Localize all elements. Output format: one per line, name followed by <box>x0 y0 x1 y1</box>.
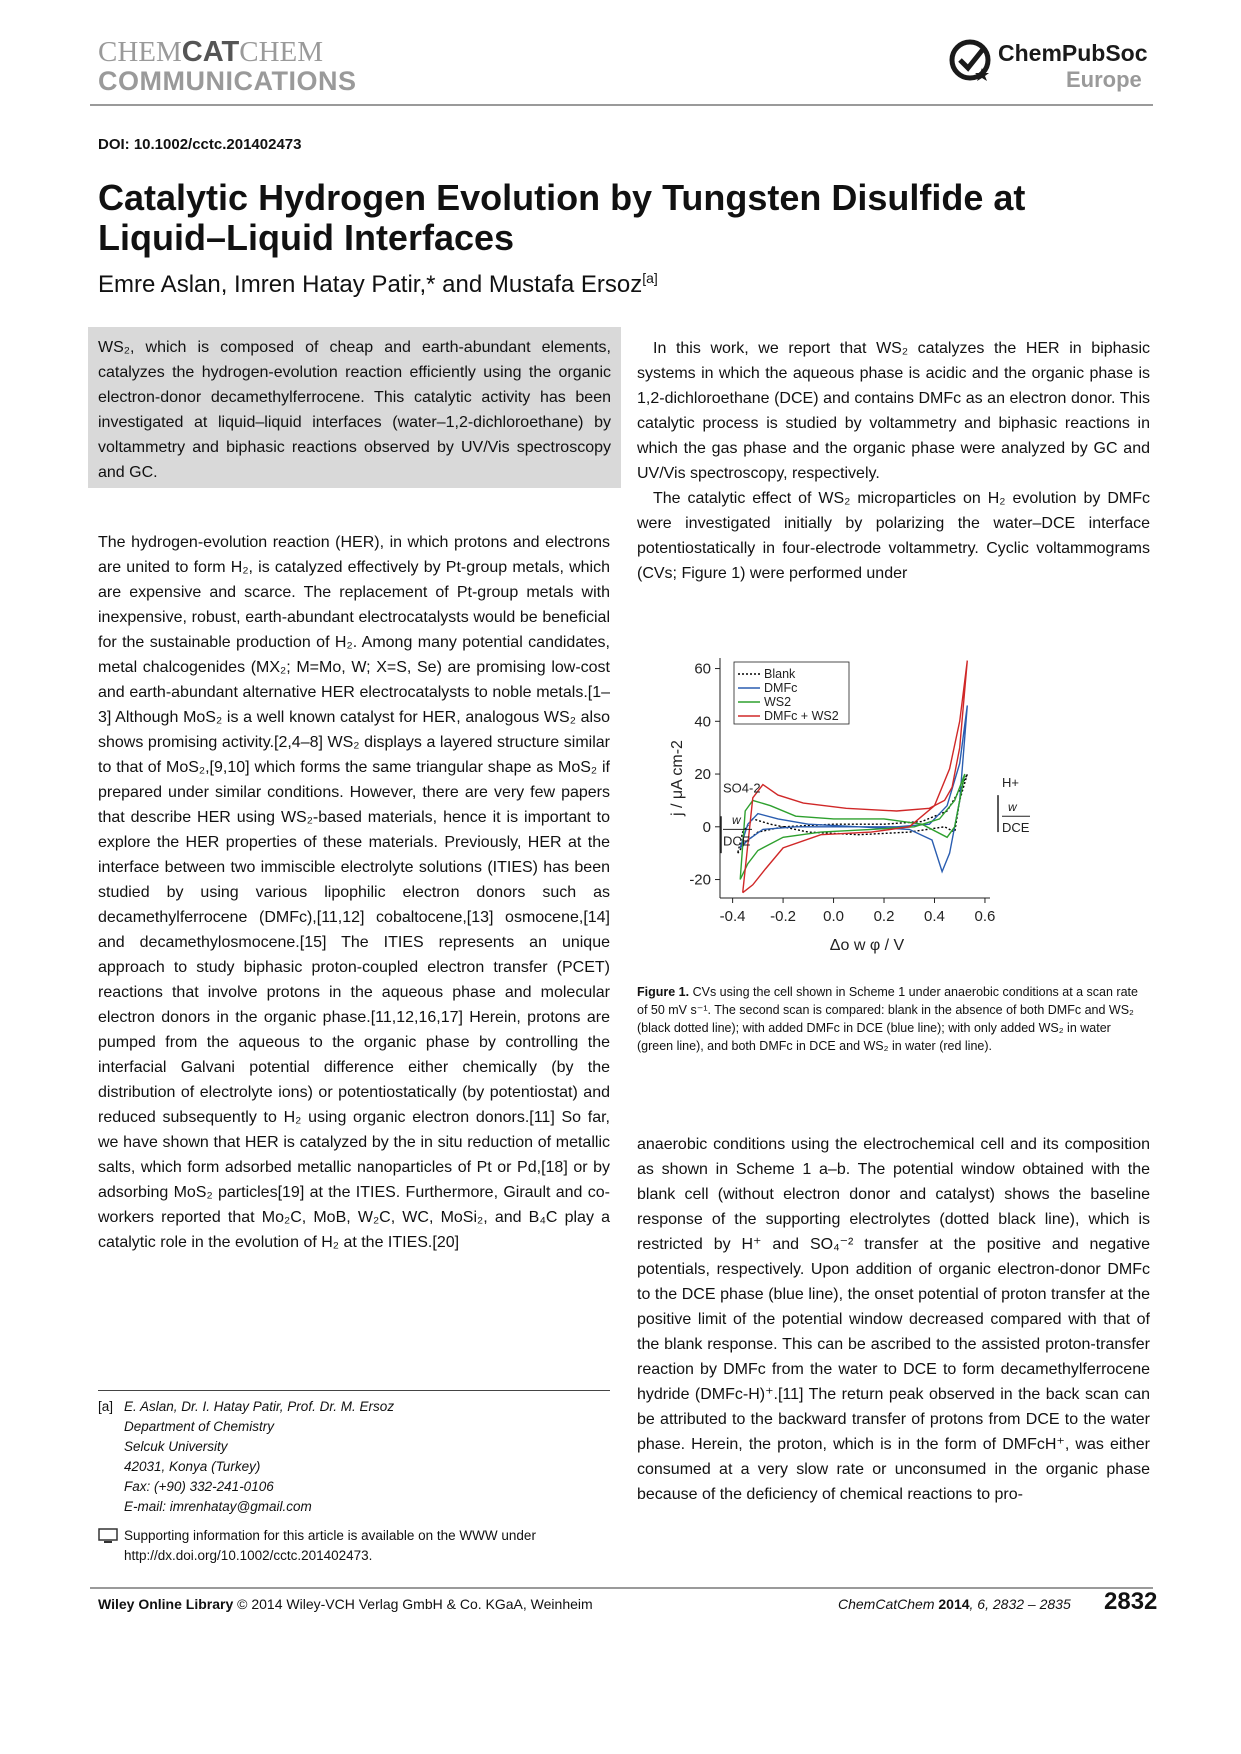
x-tick-label: 0.6 <box>974 908 996 925</box>
footnote-line: Selcuk University <box>124 1439 228 1454</box>
footnote-line: 42031, Konya (Turkey) <box>124 1459 261 1474</box>
support-text-line: Supporting information for this article is available on the WWW under <box>124 1528 536 1543</box>
footnote-line: Fax: (+90) 332-241-0106 <box>124 1479 274 1494</box>
x-tick-label: 0.0 <box>823 908 844 925</box>
legend-label: DMFc + WS2 <box>764 709 839 723</box>
intro-paragraph: The hydrogen-evolution reaction (HER), in which protons and electrons are united to form H₂, is catalyzed effectively by Pt-group metals, which are expensive and scarce. The replacement of Pt-group metals with inexpensive, robust, earth-abundant electrocatalysts would be beneficial for the sustainable production of H₂. Among many potential candidates, metal chalcogenides (MX₂; M=Mo, W; X=S, Se) are promising low-cost and earth-abundant alternative HER electrocatalysts to noble metals.[1–3] Although MoS₂ is a well known catalyst for HER, analogous WS₂ also shows promising activity.[2,4–8] WS₂ displays a layered structure similar to that of MoS₂,[9,10] which forms the same triangular shape as MoS₂ if prepared under similar conditions. However, there are very few papers that describe HER using WS₂-based materials, hence it is important to explore the HER properties of these materials. Previously, HER at the interface between two immiscible electrolyte solutions (ITIES) has been studied by using various lipophilic electron donors such as decamethylferrocene (DMFc),[11,12] cobaltocene,[13] osmocene,[14] and decamethylosmocene.[15] The ITIES represents an unique approach to study biphasic proton-coupled electron transfer (PCET) reactions that involve protons in the aqueous phase and molecular electron donors in the organic phase.[11,12,16,17] Herein, protons are pumped from the aqueous to the organic phase by controlling the interfacial Galvani potential difference either chemically (by the distribution of electrolyte ions) or potentiostatically (by potentiostat) and reduced subsequently to H₂ using organic electron donors.[11] So far, we have shown that HER is catalyzed by the in situ reduction of metallic salts, which form adsorbed metallic nanoparticles of Pt or Pd,[18] or by adsorbing MoS₂ particles[19] at the ITIES. Furthermore, Girault and co-workers reported that Mo₂C, MoB, W₂C, WC, MoSi₂, and B₄C play a catalytic role in the evolution of H₂ at the ITIES.[20] <box>98 534 610 1251</box>
wiley-online-library-link[interactable]: Wiley Online Library <box>98 1596 234 1612</box>
figure-1-caption <box>637 983 1150 1055</box>
article-title: Catalytic Hydrogen Evolution by Tungsten Disulfide at Liquid–Liquid Interfaces <box>98 177 1026 258</box>
footer-citation: ChemCatChem 2014, 6, 2832 – 2835 <box>838 1596 1071 1612</box>
footer-rule <box>90 1587 1153 1589</box>
footnote-line: E. Aslan, Dr. I. Hatay Patir, Prof. Dr. M. Ersoz <box>124 1399 395 1414</box>
y-tick-label: -20 <box>689 871 711 889</box>
right-column-top <box>637 336 1150 586</box>
paragraph-catalytic-effect: The catalytic effect of WS₂ microparticles on H₂ evolution by DMFc were investigated initially by polarizing the water–DCE interface potentiostatically in four-electrode voltammetry. Cyclic voltammograms (CVs; Figure 1) were performed under <box>637 490 1150 582</box>
figure-1-chart <box>660 648 1135 968</box>
paragraph-anaerobic: anaerobic conditions using the electrochemical cell and its composition as shown in Scheme 1 a–b. The potential window obtained with the blank cell (without electron donor and catalyst) shows the baseline response of the supporting electrolytes (dotted black line), which is restricted by H⁺ and SO₄⁻² transfer at the positive and negative potentials, respectively. Upon addition of organic electron-donor DMFc to the DCE phase (blue line), the onset potential of proton transfer at the positive limit of the potential window decreased compared with that of the blank response. This can be ascribed to the assisted proton-transfer reaction by DMFc from the water to DCE to form decamethylferrocene hydride (DMFc-H)⁺.[11] The return peak observed in the back scan can be attributed to the backward transfer of protons from DCE to the water phase. Herein, the proton, which is in the form of DMFcH⁺, was either consumed at a very slow rate or unconsumed in the organic phase because of the deficiency of chemical reactions to pro- <box>637 1136 1150 1503</box>
x-axis-label: Δo w φ / V <box>829 937 905 954</box>
publisher-logo <box>948 38 1158 98</box>
footnote-line: Department of Chemistry <box>124 1419 275 1434</box>
y-tick-label: 0 <box>702 818 711 836</box>
page-number: 2832 <box>1104 1588 1158 1615</box>
authors: Emre Aslan, Imren Hatay Patir,* and Mustafa Ersoz[a] <box>98 270 658 298</box>
annotation-right-dce: DCE <box>1002 820 1030 836</box>
series-line-dmfc <box>740 706 967 872</box>
footnote-rule <box>98 1390 610 1391</box>
chempubsoc-logo-icon <box>948 38 992 82</box>
footnote-label: [a] <box>98 1399 114 1414</box>
right-column-bottom <box>637 1132 1150 1507</box>
journal-name: CHEMCATCHEM <box>98 36 324 68</box>
publisher-name: ChemPubSoc <box>998 40 1148 66</box>
caption-label: Figure 1. <box>637 985 690 999</box>
annotation-right-w: w <box>1008 799 1017 814</box>
footnote-email: E-mail: imrenhatay@gmail.com <box>124 1499 312 1514</box>
header-rule <box>90 104 1153 106</box>
legend-label: DMFc <box>764 681 798 695</box>
doi: DOI: 10.1002/cctc.201402473 <box>98 136 302 153</box>
x-tick-label: -0.2 <box>770 908 797 925</box>
left-column-body <box>98 530 610 1255</box>
x-tick-label: 0.2 <box>873 908 895 925</box>
cv-plot <box>660 648 1135 968</box>
x-tick-label: -0.4 <box>719 908 746 925</box>
publisher-region: Europe <box>1066 67 1142 92</box>
affiliation-mark: [a] <box>642 270 658 286</box>
abstract-text: WS₂, which is composed of cheap and earth-abundant elements, catalyzes the hydrogen-evolution reaction efficiently using the organic electron-donor decamethylferrocene. This catalytic activity has been investigated at liquid–liquid interfaces (water–1,2-dichloroethane) by voltammetry and biphasic reactions observed by UV/Vis spectroscopy and GC. <box>98 339 611 481</box>
annotation-right-ion: H+ <box>1002 775 1019 791</box>
y-tick-label: 60 <box>694 660 711 678</box>
section-label: COMMUNICATIONS <box>98 66 357 96</box>
support-link[interactable]: http://dx.doi.org/10.1002/cctc.201402473. <box>124 1548 373 1563</box>
computer-icon <box>98 1528 118 1544</box>
annotation-left-w: w <box>732 813 741 828</box>
legend-label: WS2 <box>764 695 792 709</box>
y-tick-label: 40 <box>694 713 711 731</box>
annotation-left-dce: DCE <box>723 833 751 849</box>
y-tick-label: 20 <box>694 766 711 784</box>
legend-label: Blank <box>764 667 796 681</box>
caption-text: CVs using the cell shown in Scheme 1 under anaerobic conditions at a scan rate of 50 mV s⁻¹. The second scan is compared: blank in the absence of both DMFc and WS₂ (black dotted line); with added DMFc in DCE (blue line); with only added WS₂ in water (green line), and both DMFc in DCE and WS₂ in water (red line). <box>637 985 1138 1053</box>
annotation-left-ion: SO4-2 <box>723 780 761 796</box>
x-tick-label: 0.4 <box>924 908 945 925</box>
y-axis-label: j / μA cm-2 <box>669 740 686 816</box>
abstract-box <box>88 327 621 488</box>
footer-left: Wiley Online Library © 2014 Wiley-VCH Verlag GmbH & Co. KGaA, Weinheim <box>98 1596 593 1612</box>
paragraph-this-work: In this work, we report that WS₂ catalyzes the HER in biphasic systems in which the aqueous phase is acidic and the organic phase is 1,2-dichloroethane (DCE) and contains DMFc as an electron donor. This catalytic process is studied by voltammetry and biphasic reactions in which the gas phase and the organic phase were analyzed by GC and UV/Vis spectroscopy, respectively. <box>637 340 1150 482</box>
